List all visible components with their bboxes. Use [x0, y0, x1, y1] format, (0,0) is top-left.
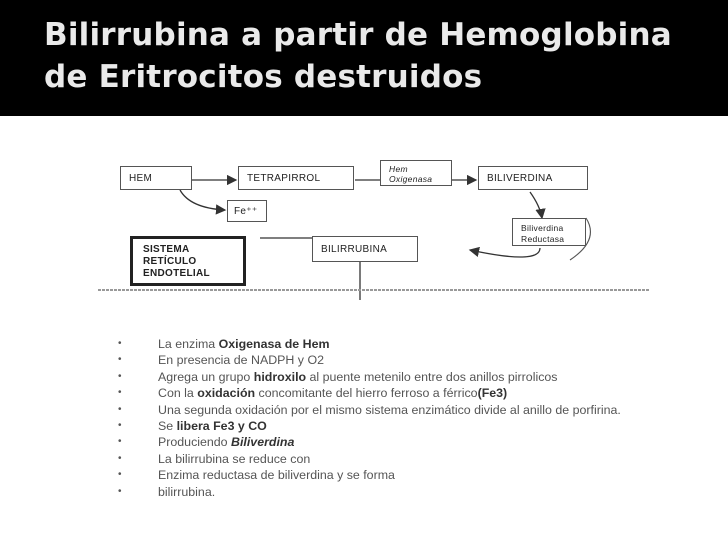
list-item: • La enzima Oxigenasa de Hem [110, 336, 630, 352]
arrow-biliverdina-reductasa [530, 192, 542, 218]
list-item: • Con la oxidación concomitante del hierro ferroso a férrico(Fe3) [110, 385, 630, 401]
arrow-reductasa-bilirrubina [470, 248, 540, 257]
box-tetrapirrol: TETRAPIRROL [238, 166, 354, 190]
hem-oxigenasa-line-1: Hem [389, 164, 408, 174]
box-fe: Fe⁺⁺ [227, 200, 267, 222]
list-item: • Una segunda oxidación por el mismo sistema enzimático divide al anillo de porfirina. [110, 402, 630, 418]
bullet-list [110, 336, 630, 500]
hem-oxigenasa-line-2: Oxigenasa [389, 174, 433, 184]
list-item: • En presencia de NADPH y O2 [110, 352, 630, 368]
list-item: • Enzima reductasa de biliverdina y se forma [110, 467, 630, 483]
box-bilirrubina: BILIRRUBINA [312, 236, 418, 262]
list-item: • La bilirrubina se reduce con [110, 451, 630, 467]
arrow-hem-fe [180, 190, 225, 210]
box-sistema-reticulo-endotelial [130, 236, 246, 286]
heme-degradation-diagram [0, 150, 728, 310]
sre-line-1: SISTEMA [143, 244, 190, 255]
slide-title-line-1: Bilirrubina a partir de Hemoglobina [44, 17, 672, 53]
reductasa-line-1: Biliverdina [521, 223, 564, 233]
list-item: • bilirrubina. [110, 484, 630, 500]
sre-line-2: RETÍCULO [143, 256, 197, 267]
list-item: • Produciendo Biliverdina [110, 434, 630, 450]
box-biliverdina: BILIVERDINA [478, 166, 588, 190]
title-bar [0, 0, 728, 116]
list-item: • Se libera Fe3 y CO [110, 418, 630, 434]
slide-title [44, 14, 714, 98]
list-item: • Agrega un grupo hidroxilo al puente metenilo entre dos anillos pirrolicos [110, 369, 630, 385]
slide-title-line-2: de Eritrocitos destruidos [44, 59, 483, 95]
box-hem-oxigenasa [380, 160, 452, 186]
diagram-arrows [0, 150, 728, 310]
box-hem: HEM [120, 166, 192, 190]
reductasa-line-2: Reductasa [521, 234, 565, 244]
box-biliverdina-reductasa [512, 218, 586, 246]
sre-line-3: ENDOTELIAL [143, 268, 210, 279]
